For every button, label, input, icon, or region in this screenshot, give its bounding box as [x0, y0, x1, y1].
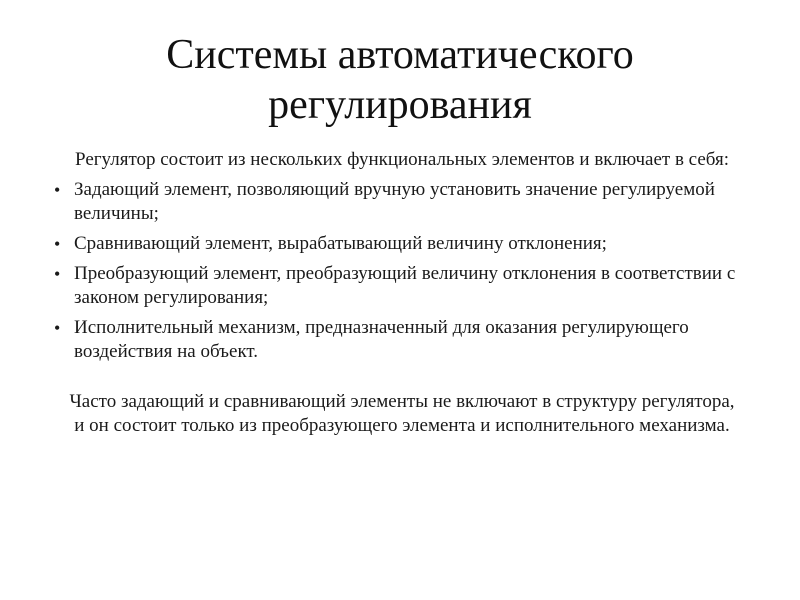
outro-text: Часто задающий и сравнивающий элементы не включают в структуру регулятора, и он состоит только из преобразующего элемента и исполнительного механизма. [69, 391, 735, 436]
list-item [52, 316, 752, 364]
bullet-icon: • [54, 264, 61, 284]
intro-text: Регулятор состоит из нескольких функциональных элементов и включает в себя: [75, 149, 729, 170]
list-item [52, 178, 752, 226]
slide-content [52, 148, 752, 438]
bullet-icon: • [54, 180, 61, 200]
bullet-list [52, 178, 752, 364]
slide-title: Системы автоматического регулирования [166, 32, 634, 128]
bullet-icon: • [54, 234, 61, 254]
list-item-text: Задающий элемент, позволяющий вручную установить значение регулируемой величины; [74, 179, 715, 224]
list-item [52, 262, 752, 310]
bullet-icon: • [54, 318, 61, 338]
list-item-text: Исполнительный механизм, предназначенный для оказания регулирующего воздействия на объект. [74, 317, 689, 362]
list-item-text: Преобразующий элемент, преобразующий величину отклонения в соответствии с законом регулирования; [74, 263, 736, 308]
list-item [52, 232, 752, 256]
list-item-text: Сравнивающий элемент, вырабатывающий величину отклонения; [74, 233, 607, 254]
